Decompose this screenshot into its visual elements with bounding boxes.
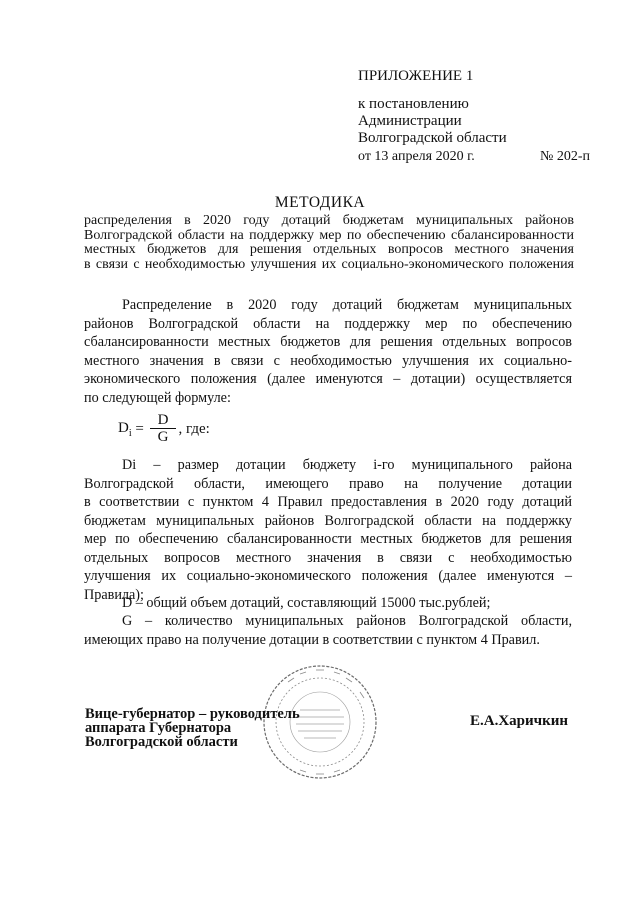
signatory-position-line: Волгоградской области bbox=[85, 734, 238, 750]
paragraph-line: G – количество муниципальных районов Волгоградской области, bbox=[122, 613, 572, 629]
signatory-position-line: Вице-губернатор – руководитель bbox=[85, 706, 300, 722]
decree-number: № 202-п bbox=[539, 149, 590, 164]
paragraph-line: местного значения в связи с необходимостью улучшения их социально- bbox=[84, 352, 572, 369]
formula-denominator: G bbox=[157, 429, 169, 445]
paragraph-line: Di – размер дотации бюджету i-го муниципального района bbox=[122, 457, 572, 473]
paragraph-line: имеющих право на получение дотации в соответствии с пунктом 4 Правил. bbox=[84, 631, 540, 648]
signatory-position-line: аппарата Губернатора bbox=[85, 720, 232, 736]
subtitle-line: в связи с необходимостью улучшения их социально-экономического положения bbox=[84, 256, 574, 272]
paragraph-line: Правила); bbox=[84, 586, 144, 603]
paragraph-line: Распределение в 2020 году дотаций бюджетам муниципальных bbox=[122, 297, 572, 313]
paragraph-line: D – общий объем дотаций, составляющий 15000 тыс.рублей; bbox=[122, 595, 491, 611]
paragraph-line: улучшения их социально-экономического положения (далее именуются – bbox=[84, 568, 572, 584]
subtitle-line: Волгоградской области на поддержку мер по обеспечению сбалансированности bbox=[84, 227, 574, 243]
date-line bbox=[358, 149, 590, 165]
decree-date: от 13 апреля 2020 г. bbox=[358, 149, 475, 164]
signatory-position bbox=[85, 707, 300, 749]
paragraph-line: по следующей формуле: bbox=[84, 389, 231, 406]
appendix-line-3: Волгоградской области bbox=[358, 130, 507, 146]
appendix-title: ПРИЛОЖЕНИЕ 1 bbox=[358, 68, 474, 84]
subtitle-line: распределения в 2020 году дотаций бюджетам муниципальных районов bbox=[84, 213, 574, 228]
appendix-line-1: к постановлению bbox=[358, 96, 469, 112]
paragraph-line: отдельных вопросов местного значения в связи с необходимостью bbox=[84, 549, 572, 566]
formula-suffix: , где: bbox=[178, 420, 210, 437]
signatory-name: Е.А.Харичкин bbox=[470, 713, 569, 729]
paragraph-line: бюджетам муниципальных районов Волгоградской области на поддержку bbox=[84, 512, 572, 529]
subtitle-line: местных бюджетов для решения отдельных вопросов местного значения bbox=[84, 242, 574, 257]
document-subtitle bbox=[84, 214, 574, 272]
appendix-block bbox=[358, 68, 507, 147]
formula bbox=[118, 413, 210, 445]
paragraph-d-definition bbox=[84, 594, 572, 613]
paragraph-line: Волгоградской области, имеющего право на получение дотации bbox=[84, 475, 572, 492]
paragraph-line: экономического положения (далее именуются – дотации) осуществляется bbox=[84, 371, 572, 387]
document-title: МЕТОДИКА bbox=[274, 194, 366, 211]
formula-equals: = bbox=[131, 420, 148, 437]
formula-numerator: D bbox=[150, 413, 177, 429]
formula-fraction bbox=[150, 413, 177, 445]
paragraph-line: мер по обеспечению сбалансированности местных бюджетов для решения bbox=[84, 531, 572, 547]
paragraph-di-definition bbox=[84, 456, 572, 604]
paragraph-line: районов Волгоградской области на поддержку мер по обеспечению bbox=[84, 315, 572, 332]
formula-lhs: $D_i$ bbox=[118, 419, 132, 439]
paragraph-distribution bbox=[84, 296, 572, 407]
paragraph-line: в соответствии с пунктом 4 Правил предоставления в 2020 году дотаций bbox=[84, 494, 572, 510]
paragraph-line: сбалансированности местных бюджетов для решения отдельных вопросов bbox=[84, 334, 572, 350]
paragraph-g-definition bbox=[84, 612, 572, 649]
appendix-line-2: Администрации bbox=[358, 113, 462, 129]
